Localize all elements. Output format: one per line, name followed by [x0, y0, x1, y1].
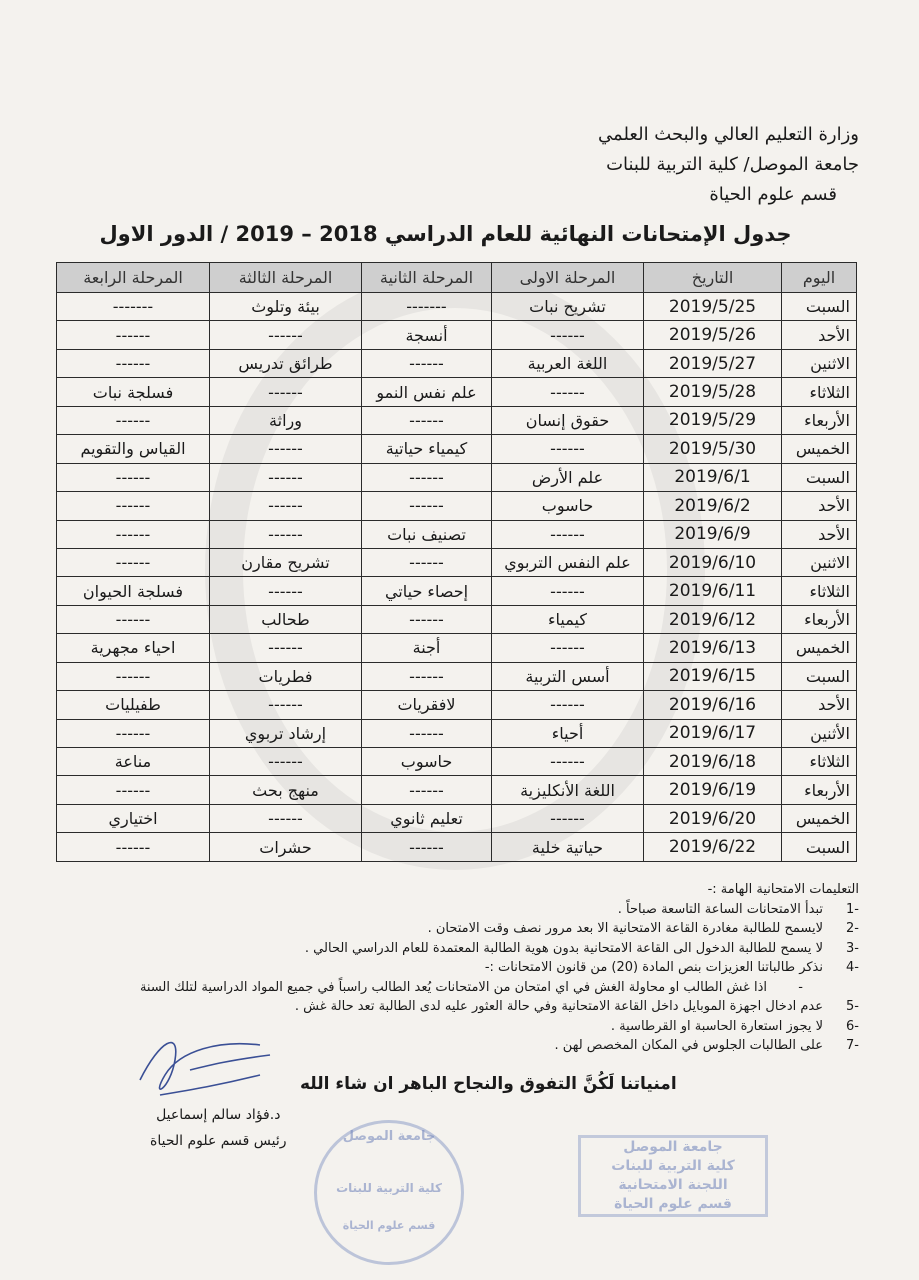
table-row: [57, 435, 857, 463]
stage2-cell: ------: [362, 605, 492, 633]
date-cell: 2019/6/16: [644, 691, 782, 719]
table-row: [57, 577, 857, 605]
stage2-cell: تصنيف نبات: [362, 520, 492, 548]
signature-block: [150, 1102, 287, 1154]
instruction-text: اذا غش الطالب او محاولة الغش في اي امتحان من الامتحانات يُعد الطالب راسباً في جميع المواد الدراسية لتلك السنة: [139, 979, 767, 995]
instruction-text: لا يجوز استعارة الحاسبة او القرطاسية .: [610, 1018, 823, 1034]
stage3-cell: ------: [210, 748, 362, 776]
table-row: [57, 634, 857, 662]
day-cell: السبت: [782, 463, 857, 491]
date-cell: 2019/6/22: [644, 833, 782, 862]
table-row: [57, 548, 857, 576]
date-cell: 2019/6/11: [644, 577, 782, 605]
column-header: المرحلة الاولى: [492, 263, 644, 293]
instruction-item: [110, 919, 859, 939]
table-row: [57, 691, 857, 719]
day-cell: الخميس: [782, 634, 857, 662]
stage2-cell: ------: [362, 776, 492, 804]
round-stamp: [314, 1120, 464, 1265]
signatory-name: د.فؤاد سالم إسماعيل: [156, 1107, 281, 1123]
day-cell: الأحد: [782, 492, 857, 520]
stage4-cell: -------: [57, 293, 210, 321]
stage1-cell: اللغة العربية: [492, 349, 644, 377]
day-cell: الاثنين: [782, 349, 857, 377]
handwritten-signature-icon: [120, 1020, 280, 1110]
stage1-cell: كيمياء: [492, 605, 644, 633]
stage2-cell: حاسوب: [362, 748, 492, 776]
day-cell: الخميس: [782, 435, 857, 463]
stage2-cell: لافقريات: [362, 691, 492, 719]
stage3-cell: حشرات: [210, 833, 362, 862]
stage2-cell: ------: [362, 463, 492, 491]
stage1-cell: أسس التربية: [492, 662, 644, 690]
stage4-cell: طفيليات: [57, 691, 210, 719]
date-cell: 2019/6/15: [644, 662, 782, 690]
stage3-cell: ------: [210, 520, 362, 548]
stage1-cell: حاسوب: [492, 492, 644, 520]
stage1-cell: ------: [492, 577, 644, 605]
table-row: [57, 293, 857, 321]
table-row: [57, 748, 857, 776]
stage3-cell: ------: [210, 463, 362, 491]
table-row: [57, 406, 857, 434]
day-cell: السبت: [782, 662, 857, 690]
day-cell: السبت: [782, 293, 857, 321]
column-header: المرحلة الثالثة: [210, 263, 362, 293]
university-college: جامعة الموصل/ كلية التربية للبنات: [606, 154, 859, 175]
instruction-item: [110, 939, 859, 959]
instruction-item: [110, 900, 859, 920]
table-row: [57, 520, 857, 548]
stage4-cell: ------: [57, 776, 210, 804]
table-row: [57, 804, 857, 832]
day-cell: الثلاثاء: [782, 378, 857, 406]
stage2-cell: ------: [362, 492, 492, 520]
day-cell: الأربعاء: [782, 406, 857, 434]
exam-committee-stamp: [578, 1135, 768, 1217]
stage1-cell: ------: [492, 748, 644, 776]
stage2-cell: إحصاء حياتي: [362, 577, 492, 605]
table-row: [57, 463, 857, 491]
column-header: المرحلة الثانية: [362, 263, 492, 293]
table-row: [57, 719, 857, 747]
stage2-cell: أنسجة: [362, 321, 492, 349]
stage2-cell: كيمياء حياتية: [362, 435, 492, 463]
instruction-text: تبدأ الامتحانات الساعة التاسعة صباحاً .: [617, 901, 823, 917]
table-row: [57, 492, 857, 520]
stage4-cell: ------: [57, 719, 210, 747]
table-row: [57, 776, 857, 804]
stage2-cell: علم نفس النمو: [362, 378, 492, 406]
instruction-number: -: [798, 979, 803, 995]
table-row: [57, 349, 857, 377]
stage3-cell: ------: [210, 492, 362, 520]
stage3-cell: ------: [210, 804, 362, 832]
stage3-cell: ------: [210, 321, 362, 349]
page-title: جدول الإمتحانات النهائية للعام الدراسي 2018 – 2019 / الدور الاول: [99, 222, 792, 246]
department-name: قسم علوم الحياة: [709, 184, 837, 205]
stamp-round-top: جامعة الموصل: [342, 1129, 436, 1144]
instruction-number: -3: [846, 940, 859, 956]
stage4-cell: ------: [57, 321, 210, 349]
date-cell: 2019/6/10: [644, 548, 782, 576]
date-cell: 2019/6/19: [644, 776, 782, 804]
date-cell: 2019/5/26: [644, 321, 782, 349]
day-cell: الأربعاء: [782, 605, 857, 633]
day-cell: الأحد: [782, 321, 857, 349]
stage1-cell: ------: [492, 321, 644, 349]
stage3-cell: بيئة وتلوث: [210, 293, 362, 321]
stage4-cell: ------: [57, 520, 210, 548]
instruction-text: عدم ادخال اجهزة الموبايل داخل القاعة الامتحانية وفي حالة العثور عليه لدى الطالبة تعد حالة غش .: [294, 999, 823, 1014]
stage1-cell: ------: [492, 804, 644, 832]
stamp-rect-line2: كلية التربية للبنات: [611, 1158, 735, 1174]
stage4-cell: ------: [57, 662, 210, 690]
stage2-cell: ------: [362, 833, 492, 862]
stage1-cell: تشريح نبات: [492, 293, 644, 321]
stage3-cell: ------: [210, 378, 362, 406]
stage4-cell: ------: [57, 349, 210, 377]
stage2-cell: ------: [362, 406, 492, 434]
stamp-rect-line1: جامعة الموصل: [623, 1139, 723, 1155]
stamp-rect-line4: قسم علوم الحياة: [614, 1196, 732, 1212]
stage4-cell: ------: [57, 463, 210, 491]
date-cell: 2019/6/12: [644, 605, 782, 633]
date-cell: 2019/5/28: [644, 378, 782, 406]
column-header: التاريخ: [644, 263, 782, 293]
stage3-cell: منهج بحث: [210, 776, 362, 804]
ministry-name: وزارة التعليم العالي والبحث العلمي: [598, 124, 859, 145]
date-cell: 2019/6/9: [644, 520, 782, 548]
stage1-cell: حياتية خلية: [492, 833, 644, 862]
stage2-cell: أجنة: [362, 634, 492, 662]
instruction-text: نذكر طالباتنا العزيزات بنص المادة (20) من قانون الامتحانات :-: [484, 960, 823, 975]
stage1-cell: ------: [492, 691, 644, 719]
day-cell: الثلاثاء: [782, 577, 857, 605]
stage4-cell: ------: [57, 833, 210, 862]
instruction-item: [110, 978, 859, 998]
stage1-cell: ------: [492, 378, 644, 406]
table-header-row: [57, 263, 857, 293]
stage2-cell: ------: [362, 662, 492, 690]
day-cell: الأربعاء: [782, 776, 857, 804]
date-cell: 2019/5/30: [644, 435, 782, 463]
instruction-item: [110, 958, 859, 978]
stage3-cell: تشريح مقارن: [210, 548, 362, 576]
stage2-cell: ------: [362, 719, 492, 747]
date-cell: 2019/6/17: [644, 719, 782, 747]
date-cell: 2019/6/1: [644, 463, 782, 491]
table-row: [57, 662, 857, 690]
stage4-cell: مناعة: [57, 748, 210, 776]
day-cell: الاثنين: [782, 548, 857, 576]
stage2-cell: -------: [362, 293, 492, 321]
stage1-cell: حقوق إنسان: [492, 406, 644, 434]
closing-wish: امنياتنا لَكُنَّ التفوق والنجاح الباهر ان شاء الله: [300, 1074, 677, 1094]
stage3-cell: طحالب: [210, 605, 362, 633]
stage4-cell: القياس والتقويم: [57, 435, 210, 463]
stage3-cell: ------: [210, 577, 362, 605]
day-cell: الأحد: [782, 691, 857, 719]
stage1-cell: ------: [492, 520, 644, 548]
instruction-item: [110, 997, 859, 1017]
instruction-number: -7: [846, 1038, 859, 1053]
stage2-cell: ------: [362, 349, 492, 377]
stage4-cell: اختياري: [57, 804, 210, 832]
date-cell: 2019/5/25: [644, 293, 782, 321]
date-cell: 2019/5/29: [644, 406, 782, 434]
exam-schedule-table: [56, 262, 857, 862]
date-cell: 2019/5/27: [644, 349, 782, 377]
stage1-cell: أحياء: [492, 719, 644, 747]
stage2-cell: ------: [362, 548, 492, 576]
date-cell: 2019/6/2: [644, 492, 782, 520]
stage4-cell: ------: [57, 406, 210, 434]
stage3-cell: إرشاد تربوي: [210, 719, 362, 747]
stage1-cell: ------: [492, 435, 644, 463]
stage3-cell: وراثة: [210, 406, 362, 434]
stamp-round-middle: كلية التربية للبنات: [336, 1181, 442, 1195]
stage2-cell: تعليم ثانوي: [362, 804, 492, 832]
stage1-cell: علم الأرض: [492, 463, 644, 491]
date-cell: 2019/6/13: [644, 634, 782, 662]
day-cell: الأثنين: [782, 719, 857, 747]
table-row: [57, 605, 857, 633]
day-cell: السبت: [782, 833, 857, 862]
stage3-cell: ------: [210, 634, 362, 662]
instruction-number: -1: [846, 901, 859, 917]
instruction-text: على الطالبات الجلوس في المكان المخصص لهن .: [554, 1038, 823, 1053]
date-cell: 2019/6/18: [644, 748, 782, 776]
day-cell: الثلاثاء: [782, 748, 857, 776]
stamp-rect-line3: اللجنة الامتحانية: [618, 1177, 728, 1193]
table-row: [57, 321, 857, 349]
table-body: [57, 293, 857, 862]
column-header: اليوم: [782, 263, 857, 293]
instruction-number: -6: [846, 1018, 859, 1034]
stage4-cell: ------: [57, 548, 210, 576]
stage3-cell: فطريات: [210, 662, 362, 690]
letterhead: [598, 120, 859, 210]
instruction-text: لايسمح للطالبة مغادرة القاعة الامتحانية الا بعد مرور نصف وقت الامتحان .: [427, 921, 823, 936]
column-header: المرحلة الرابعة: [57, 263, 210, 293]
stage4-cell: ------: [57, 492, 210, 520]
stage4-cell: احياء مجهرية: [57, 634, 210, 662]
instruction-number: -5: [846, 999, 859, 1014]
table-row: [57, 833, 857, 862]
instruction-text: لا يسمح للطالبة الدخول الى القاعة الامتحانية بدون هوية الطالبة المعتمدة للعام الدراسي الحالي .: [304, 940, 823, 956]
signatory-position: رئيس قسم علوم الحياة: [150, 1133, 287, 1149]
stage1-cell: اللغة الأنكليزية: [492, 776, 644, 804]
instructions-heading: التعليمات الامتحانية الهامة :-: [707, 882, 859, 897]
stage3-cell: ------: [210, 435, 362, 463]
instruction-number: -2: [846, 921, 859, 936]
instruction-number: -4: [846, 960, 859, 975]
stamp-round-bottom: قسم علوم الحياة: [342, 1219, 436, 1232]
day-cell: الأحد: [782, 520, 857, 548]
date-cell: 2019/6/20: [644, 804, 782, 832]
day-cell: الخميس: [782, 804, 857, 832]
stage3-cell: ------: [210, 691, 362, 719]
table-row: [57, 378, 857, 406]
stage4-cell: فسلجة نبات: [57, 378, 210, 406]
stage4-cell: ------: [57, 605, 210, 633]
stage1-cell: ------: [492, 634, 644, 662]
stage3-cell: طرائق تدريس: [210, 349, 362, 377]
stage4-cell: فسلجة الحيوان: [57, 577, 210, 605]
stage1-cell: علم النفس التربوي: [492, 548, 644, 576]
